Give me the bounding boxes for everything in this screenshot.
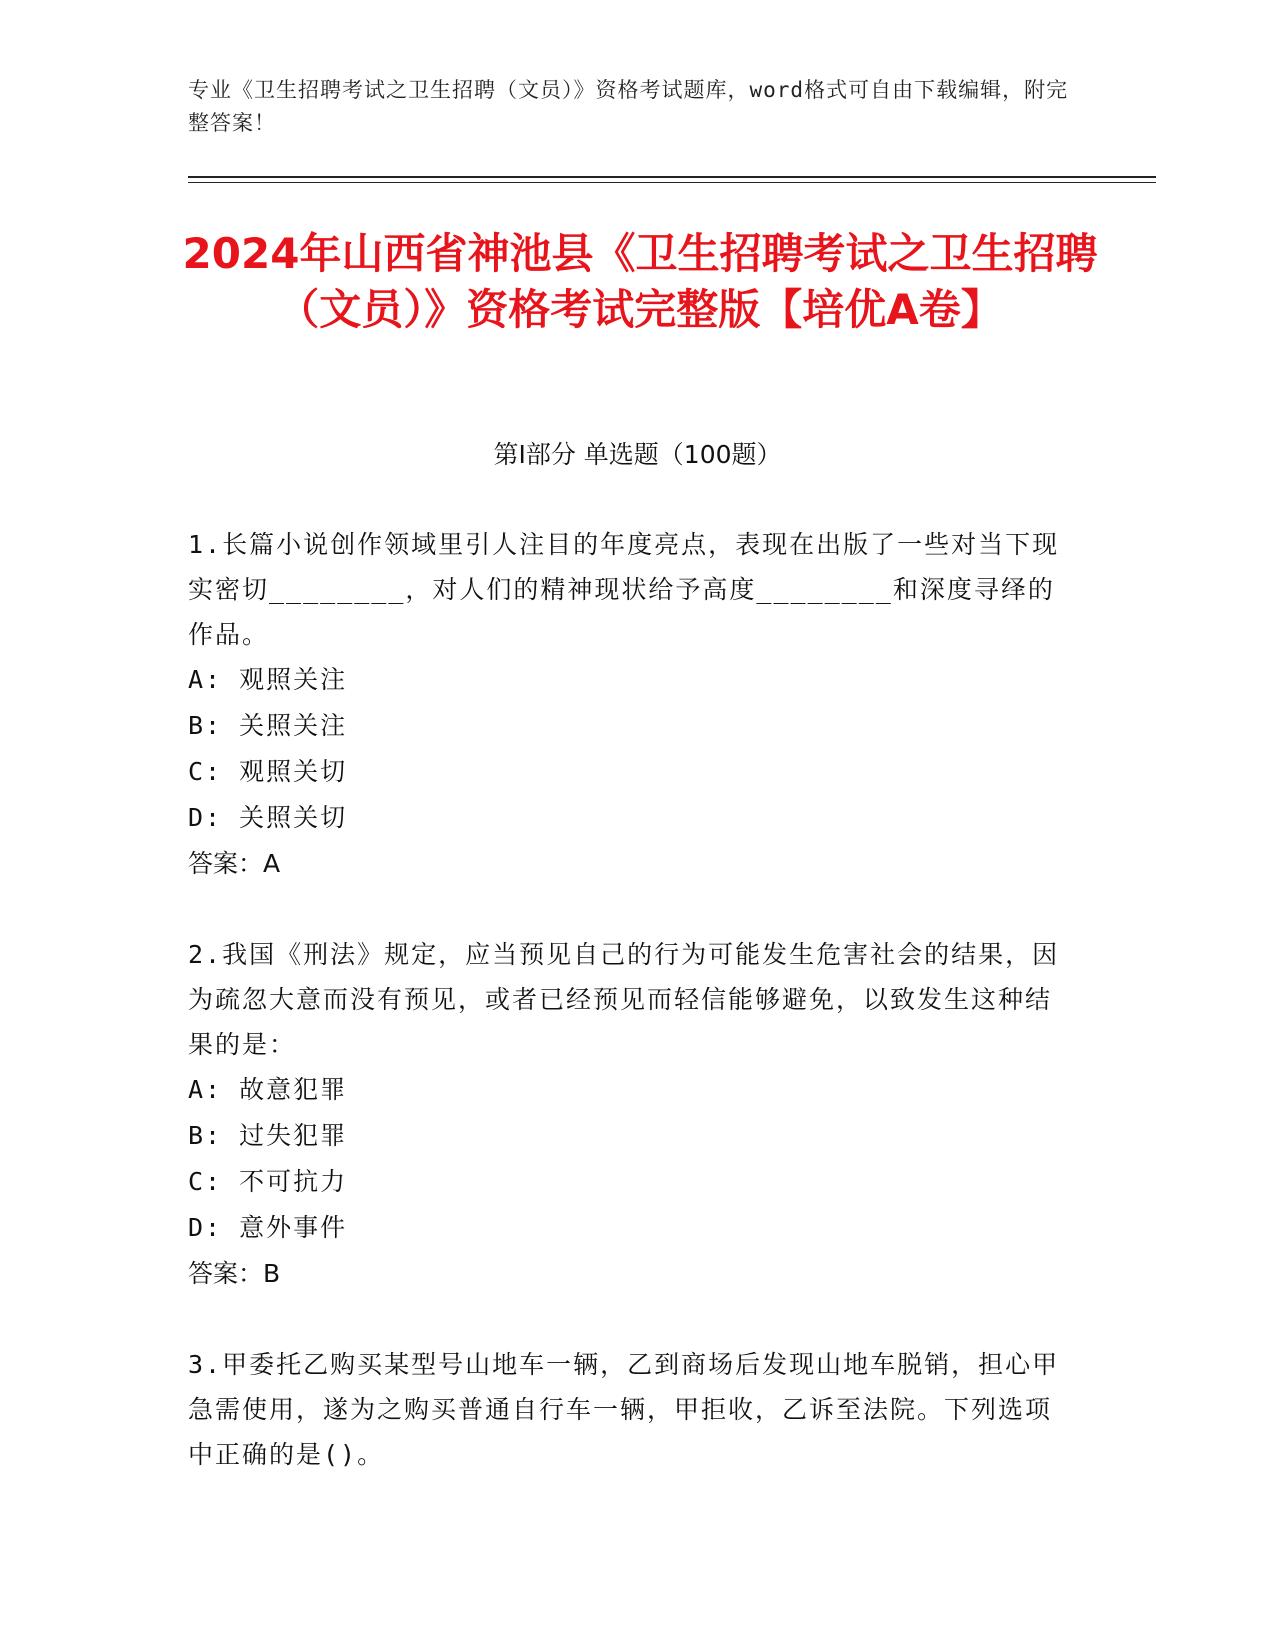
question-text: 2.我国《刑法》规定，应当预见自己的行为可能发生危害社会的结果，因为疏忽大意而没有预见，或者已经预见而轻信能够避免，以致发生这种结果的是： [188, 940, 1060, 1059]
question-2 [188, 932, 1068, 1297]
option-d: D: 关照关切 [188, 803, 348, 832]
option-d: D: 意外事件 [188, 1213, 348, 1242]
answer: 答案：A [188, 849, 281, 878]
option-b: B: 过失犯罪 [188, 1121, 348, 1150]
header-divider-thick [188, 176, 1156, 178]
option-c: C: 不可抗力 [188, 1167, 348, 1196]
document-title: 2024年山西省神池县《卫生招聘考试之卫生招聘（文员）》资格考试完整版【培优A卷】 [182, 229, 1098, 334]
option-a: A: 观照关注 [188, 665, 348, 694]
option-b: B: 关照关注 [188, 711, 348, 740]
answer: 答案：B [188, 1259, 281, 1288]
section-title: 第I部分 单选题（100题） [493, 440, 782, 469]
option-a: A: 故意犯罪 [188, 1075, 348, 1104]
question-text: 1.长篇小说创作领域里引人注目的年度亮点，表现在出版了一些对当下现实密切________，对人们的精神现状给予高度________和深度寻绎的作品。 [188, 530, 1060, 649]
question-3 [188, 1342, 1068, 1477]
question-text: 3.甲委托乙购买某型号山地车一辆，乙到商场后发现山地车脱销，担心甲急需使用，遂为之购买普通自行车一辆，甲拒收，乙诉至法院。下列选项中正确的是()。 [188, 1350, 1060, 1469]
header-divider-thin [188, 182, 1156, 183]
option-c: C: 观照关切 [188, 757, 348, 786]
question-1 [188, 522, 1068, 887]
header-note: 专业《卫生招聘考试之卫生招聘（文员）》资格考试题库，word格式可自由下载编辑，附完整答案！ [188, 78, 1069, 135]
